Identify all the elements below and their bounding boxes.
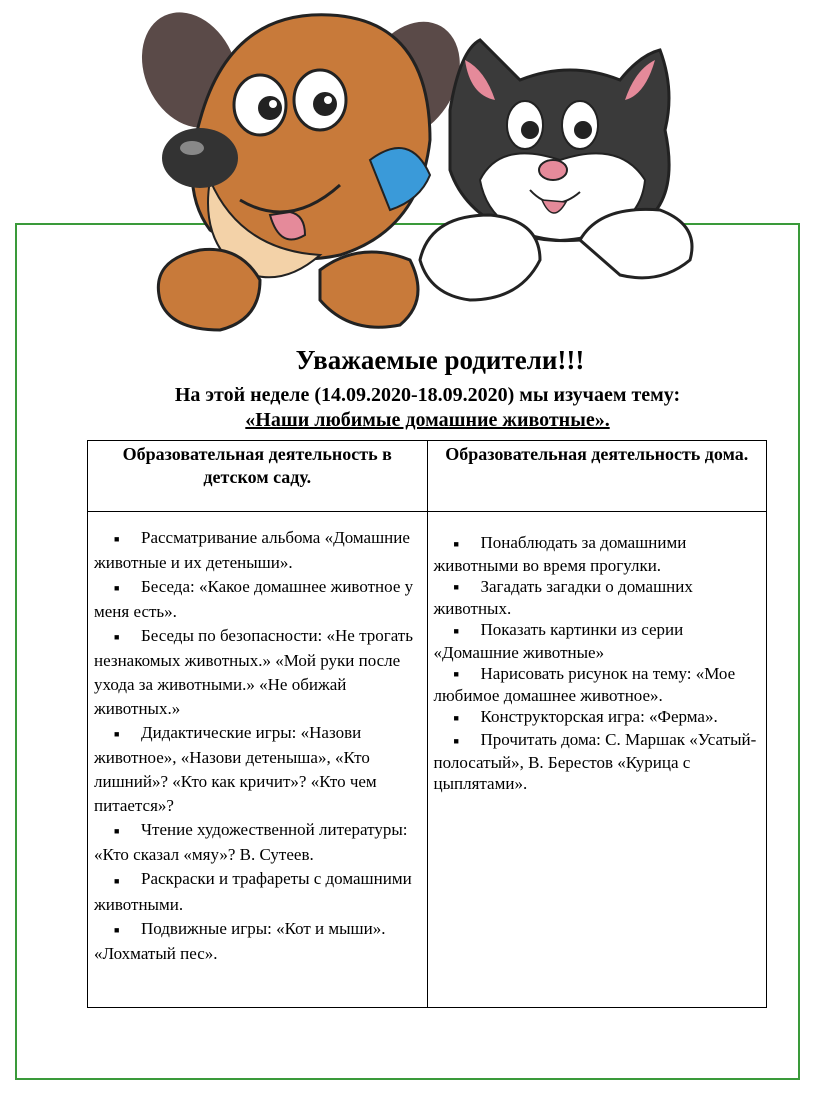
list-item: ■ Рассматривание альбома «Домашние животные и их детеныши». <box>94 528 410 573</box>
list-item: ■ Дидактические игры: «Назови животное», «Назови детеныша», «Кто лишний»? «Кто как кричит»? «Кто чем питается»? <box>94 723 377 816</box>
cat-image <box>420 40 692 300</box>
bullet-icon: ■ <box>453 735 459 746</box>
bullet-icon: ■ <box>114 729 120 740</box>
table-body-row <box>88 512 767 1008</box>
week-theme <box>0 409 820 432</box>
list-item: ■ Загадать загадки о домашних животных. <box>433 576 693 619</box>
bullet-icon: ■ <box>114 534 120 545</box>
dog-and-cat-illustration <box>120 0 700 335</box>
bullet-icon: ■ <box>114 826 120 837</box>
list-item: ■ Беседы по безопасности: «Не трогать незнакомых животных.» «Мой руки после ухода за животными.» «Не обижай животных.» <box>94 626 413 719</box>
list-item: ■ Чтение художественной литературы: «Кто сказал «мяу»? В. Сутеев. <box>94 820 408 865</box>
list-item: ■ Показать картинки из серии «Домашние животные» <box>433 620 684 662</box>
bullet-icon: ■ <box>114 875 120 886</box>
bullet-icon: ■ <box>453 712 459 723</box>
week-subtitle: На этой неделе (14.09.2020-18.09.2020) мы изучаем тему: <box>174 384 681 406</box>
header-kindergarten: Образовательная деятельность в детском саду. <box>88 441 428 512</box>
list-item: ■ Понаблюдать за домашними животными во время прогулки. <box>433 533 687 575</box>
kindergarten-activities <box>88 512 428 1008</box>
bullet-icon: ■ <box>114 583 120 594</box>
list-item: ■ Нарисовать рисунок на тему: «Мое любимое домашнее животное». <box>433 663 736 706</box>
bullet-icon: ■ <box>453 669 459 680</box>
dog-image <box>124 0 480 330</box>
theme-text: «Наши любимые домашние животные». <box>245 409 610 431</box>
bullet-icon: ■ <box>114 924 120 935</box>
list-item: ■ Конструкторская игра: «Ферма». <box>434 706 761 729</box>
page-title: Уважаемые родители!!! <box>295 345 585 375</box>
bullet-icon: ■ <box>453 625 459 636</box>
bullet-icon: ■ <box>453 538 459 549</box>
list-item: ■ Прочитать дома: С. Маршак «Усатый-полосатый», В. Берестов «Курица с цыплятами». <box>433 729 757 793</box>
list-item: ■ Подвижные игры: «Кот и мыши». «Лохматый пес». <box>94 918 386 963</box>
activities-table <box>87 440 767 1008</box>
home-activities <box>427 512 767 1008</box>
bullet-icon: ■ <box>114 632 120 643</box>
list-item: ■ Раскраски и трафареты с домашними животными. <box>94 869 412 914</box>
header-home: Образовательная деятельность дома. <box>427 441 767 512</box>
list-item: ■ Беседа: «Какое домашнее животное у меня есть». <box>94 577 414 622</box>
bullet-icon: ■ <box>453 582 459 593</box>
table-header-row <box>88 441 767 512</box>
